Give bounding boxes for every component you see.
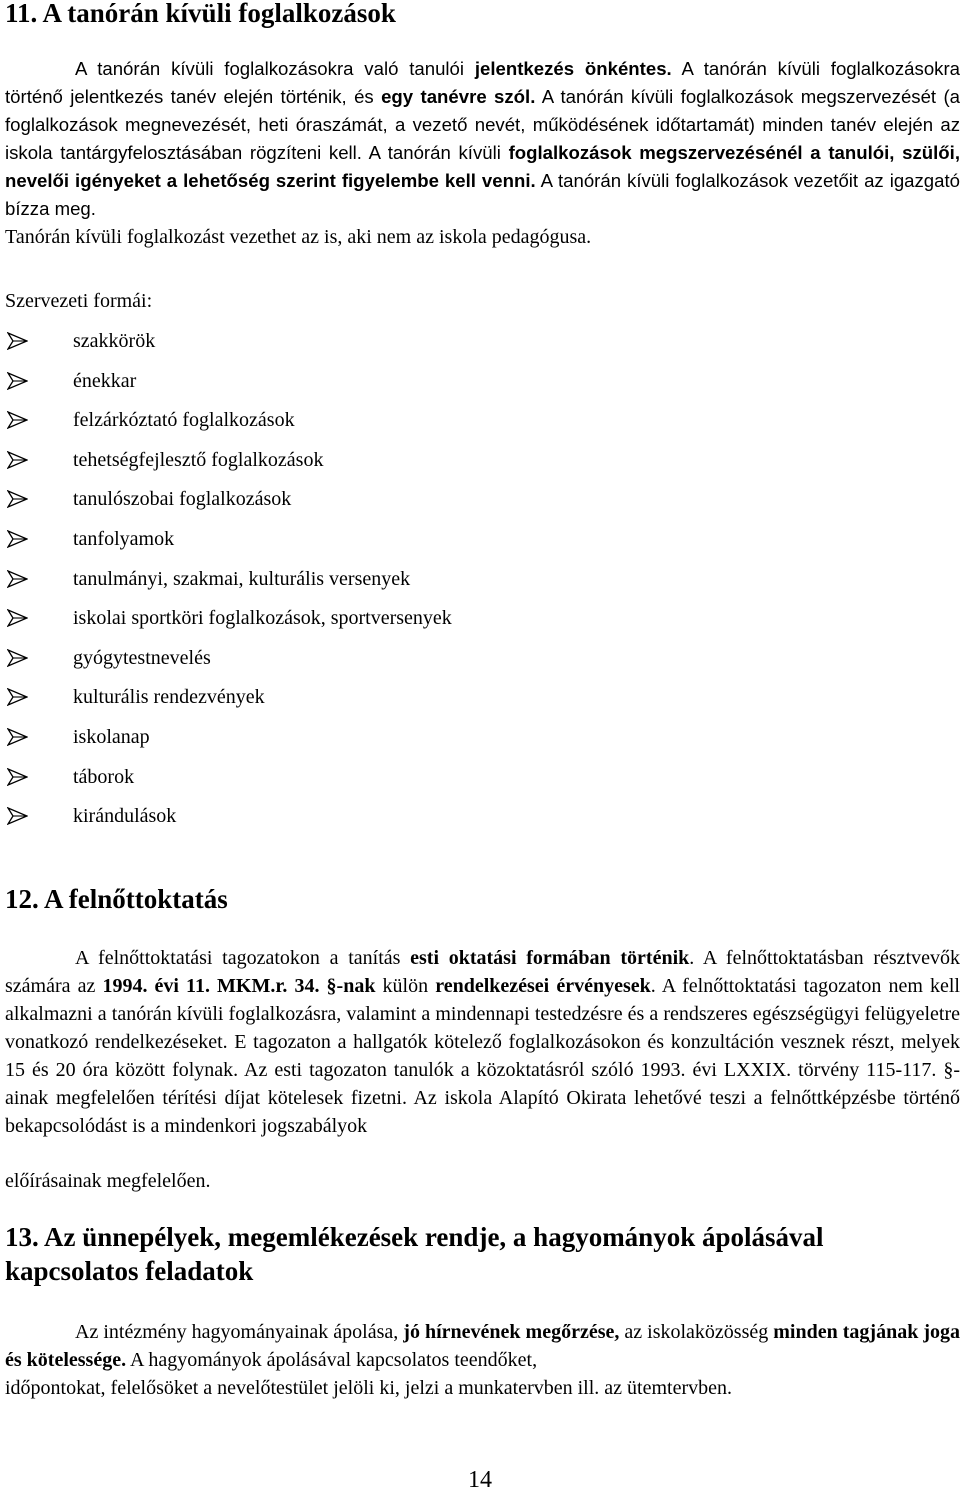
section-13-last-line: időpontokat, felelősöket a nevelőtestület jelöli ki, jelzi a munkatervben ill. az ütemtervben. xyxy=(5,1377,732,1399)
arrow-bullet-icon xyxy=(7,490,28,508)
list-item xyxy=(5,723,452,763)
arrow-bullet-icon xyxy=(7,768,28,786)
list-item-label: felzárkóztató foglalkozások xyxy=(73,409,295,432)
section-12-heading: 12. A felnőttoktatás xyxy=(5,884,228,914)
list-item xyxy=(5,327,452,367)
arrow-bullet-icon xyxy=(7,649,28,667)
section-12-text-run: . A felnőttoktatásban résztvevők számára az xyxy=(5,947,960,997)
arrow-bullet-icon xyxy=(7,570,28,588)
organizational-forms-label: Szervezeti formái: xyxy=(5,290,153,312)
section-13-text-run: Az intézmény hagyományainak ápolása, xyxy=(75,1321,404,1343)
list-item-label: tehetségfejlesztő foglalkozások xyxy=(73,448,324,471)
arrow-bullet-icon xyxy=(7,807,28,825)
section-13-paragraph xyxy=(5,1318,960,1374)
arrow-bullet-icon xyxy=(7,411,28,429)
list-item xyxy=(5,406,452,446)
section-11-last-line: Tanórán kívüli foglalkozást vezethet az is, aki nem az iskola pedagógusa. xyxy=(5,226,592,248)
organizational-forms-list xyxy=(5,327,452,842)
section-12-text-run: A felnőttoktatási tagozatokon a tanítás xyxy=(75,947,411,969)
section-12-bold-run: esti oktatási formában történik xyxy=(410,947,690,969)
list-item-label: táborok xyxy=(73,765,135,788)
list-item xyxy=(5,565,452,605)
section-12-paragraph xyxy=(5,944,960,1140)
section-12-bold-run: 1994. évi 11. MKM.r. 34. §-nak xyxy=(102,975,376,997)
list-item-label: kirándulások xyxy=(73,805,177,828)
section-13-heading-line-2: kapcsolatos feladatok xyxy=(5,1256,254,1286)
section-11-text-run: A tanórán kívüli foglalkozásokra történő jelentkezés tanév elején történik, és xyxy=(5,58,960,107)
section-11-bold-run: egy tanévre szól. xyxy=(381,86,536,107)
section-11-bold-run: foglalkozások megszervezésénél a tanulói, szülői, nevelői igényeket a lehetőség szerint figyelembe kell venni. xyxy=(5,142,960,191)
list-item xyxy=(5,525,452,565)
section-13-text-run: A hagyományok ápolásával kapcsolatos teendőket, xyxy=(126,1349,538,1371)
list-item xyxy=(5,683,452,723)
section-11-text-run: A tanórán kívüli foglalkozásokra való tanulói xyxy=(75,58,475,79)
arrow-bullet-icon xyxy=(7,728,28,746)
arrow-bullet-icon xyxy=(7,332,28,350)
list-item xyxy=(5,604,452,644)
section-12-text-run: külön xyxy=(375,975,436,997)
list-item xyxy=(5,644,452,684)
list-item-label: szakkörök xyxy=(73,330,156,352)
arrow-bullet-icon xyxy=(7,530,28,548)
list-item-label: énekkar xyxy=(73,369,137,392)
list-item xyxy=(5,485,452,525)
arrow-bullet-icon xyxy=(7,609,28,627)
section-11-intro-paragraph xyxy=(5,55,960,223)
section-13-text-run: az iskolaközösség xyxy=(619,1321,774,1343)
list-item xyxy=(5,367,452,407)
arrow-bullet-icon xyxy=(7,372,28,390)
arrow-bullet-icon xyxy=(7,451,28,469)
section-11-text-run: A tanórán kívüli foglalkozások vezetőit az igazgató bízza meg. xyxy=(5,170,960,219)
section-13-bold-run: minden tagjának joga és kötelessége. xyxy=(5,1321,960,1371)
list-item-label: gyógytestnevelés xyxy=(73,646,211,669)
list-item xyxy=(5,446,452,486)
list-item xyxy=(5,763,452,803)
section-13-bold-run: jó hírnevének megőrzése, xyxy=(403,1321,620,1343)
section-13-heading-line-1: 13. Az ünnepélyek, megemlékezések rendje, a hagyományok ápolásával xyxy=(5,1222,824,1252)
list-item-label: iskolai sportköri foglalkozások, sportversenyek xyxy=(73,607,452,630)
arrow-bullet-icon xyxy=(7,688,28,706)
section-12-bold-run: rendelkezései érvényesek xyxy=(435,975,651,997)
list-item-label: tanfolyamok xyxy=(73,527,175,550)
section-11-text-run: A tanórán kívüli foglalkozások megszervezését (a foglalkozások megnevezését, heti óraszámát, a vezető nevét, működésének időtartamát) minden tanév elején az iskola tantárgyfelosztásában rögzíteni kell. A tanórán kívüli xyxy=(5,86,960,163)
list-item-label: tanulmányi, szakmai, kulturális versenyek xyxy=(73,567,411,590)
list-item-label: iskolanap xyxy=(73,725,150,748)
list-item-label: kulturális rendezvények xyxy=(73,686,265,709)
list-item xyxy=(5,802,452,842)
section-13-heading xyxy=(5,1220,955,1288)
section-11-bold-run: jelentkezés önkéntes. xyxy=(474,58,672,79)
page-number: 14 xyxy=(468,1467,492,1493)
section-12-text-run: . A felnőttoktatási tagozaton nem kell alkalmazni a tanórán kívüli foglalkozásra, valamint a mindennapi testedzésre és a rendszeres egészségügyi felügyeletre vonatkozó rendelkezéseket. E tagozaton a hallgatók kötelező foglalkozásokon és konzultáción vesznek részt, melyek 15 és 20 óra között folynak. Az esti tagozaton tanulók a közoktatásról szóló 1993. évi LXXIX. törvény 115-117. §-ainak megfelelően térítési díjat kötelesek fizetni. Az iskola Alapító Okirata lehetővé teszi a felnőttképzésbe történő bekapcsolódást is a mindenkori jogszabályok xyxy=(5,975,960,1137)
section-11-heading: 11. A tanórán kívüli foglalkozások xyxy=(5,0,396,28)
list-item-label: tanulószobai foglalkozások xyxy=(73,488,292,511)
section-12-last-line: előírásainak megfelelően. xyxy=(5,1170,211,1192)
